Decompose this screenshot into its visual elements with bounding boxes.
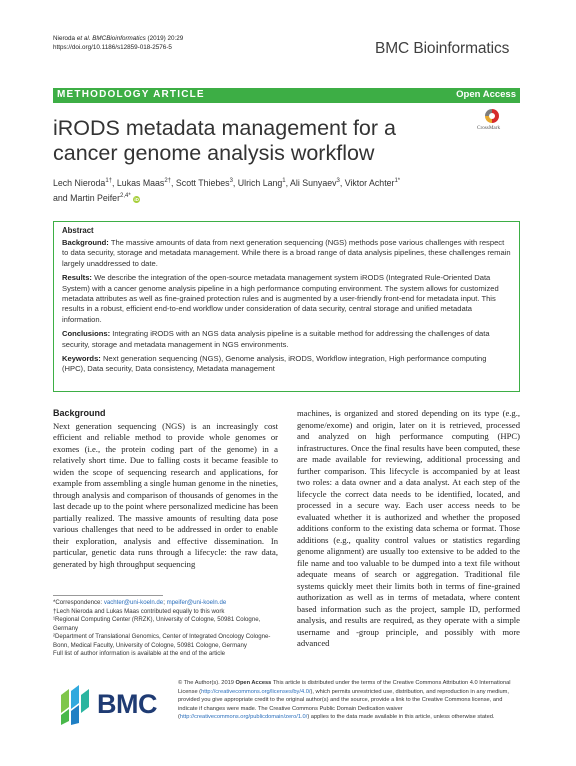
correspondence-line: *Correspondence: vachter@uni-koeln.de; mpeifer@uni-koeln.de [53, 599, 227, 606]
journal-brand: BMC Bioinformatics [375, 40, 510, 57]
affiliation-2: ²Department of Translational Genomics, Center of Integrated Oncology Cologne-Bonn, Medical Faculty, University of Cologne, 50981 Cologne, Germany [53, 633, 271, 649]
abstract-box [53, 221, 520, 392]
author-name[interactable]: Ulrich Lang [237, 177, 283, 188]
author-name[interactable]: Lech Nieroda [53, 177, 106, 188]
abstract-conclusions: Conclusions: Integrating iRODS with an NGS data analysis pipeline is a suitable method for addressing the challenges of data security, storage and metadata management in NGS environments. [62, 329, 490, 349]
body-paragraph: Next generation sequencing (NGS) is an increasingly cost efficient and reliable method to provide whole genomes or exomes (i.e., the protein coding part of the genome) in a relatively short time. Due to falling costs it became feasible to widen the scope of sequencing research and applications, for example from assembling a single human genome in the nineties, through analysis and comparison of thousands of genomes in the last decade up to the point where personalized medicine has been partially realized. The massive amounts of resulting data pose various challenges that need to be addressed in order to enable their exploration, analysis and effective dissemination. In particular, genetic data runs through a lifecycle: the raw data, generated by high throughput sequencing [53, 420, 278, 569]
crossmark-badge[interactable] [469, 109, 519, 135]
bmc-logo-text: BMC [97, 689, 157, 719]
author-name[interactable]: Scott Thiebes [175, 177, 230, 188]
author-name[interactable]: Ali Sunyaev [290, 177, 337, 188]
author-name[interactable]: Martin Peifer [70, 193, 121, 204]
section-heading-background: Background [53, 408, 106, 418]
citation-journal: et al. BMCBioinformatics [76, 35, 146, 42]
author-name[interactable]: Viktor Achter [344, 177, 395, 188]
article-type-banner [53, 88, 520, 103]
crossmark-label: CrossMark [477, 125, 501, 131]
citation-authors: Nieroda [53, 35, 77, 42]
body-paragraph: machines, is organized and stored depending on its type (e.g., genome/exome) and origin, later on it is retrieved, processed and analyzed on high performance computing (HPC) infrastructures. Once the final results have been computed, these are made available for reviewing, additional processing and further comparison. This lifecycle is accompanied by at least two roles: a data owner and a data analyst. At each step of the lifecycle the correct data needs to be identified, located, and processed in a secure way. Each user access needs to be evaluated whether it is authorized and whether the proposed additions conform to the existing data schema or format. Those additions (e.g., quality control values or statistics regarding genome alignment) are usually too extensive to be added to the file name and too valuable to be dumped into a text file without adequate means of search or aggregation. Traditional file systems quickly meet their limits both in terms of fine-grained authorization as well as in terms of metadata, where content based information such as the project, sample ID, performed analysis, and results are required, as they operate with a simple username and -group principle, and possibly with more advanced [297, 408, 520, 648]
author-info-note: Full list of author information is available at the end of the article [53, 650, 226, 657]
doi-link[interactable]: https://doi.org/10.1186/s12859-018-2576-5 [53, 44, 172, 51]
article-title: iRODS metadata management for a cancer genome analysis workflow [53, 116, 396, 165]
body-column-left [53, 408, 278, 570]
abstract-background: Background: The massive amounts of data from next generation sequencing (NGS) methods pose various challenges with respect to data security, storage and metadata management. While there is a broad range of data analysis pipelines, these challenges remain largely unaddressed to date. [62, 238, 511, 268]
article-type-label: METHODOLOGY ARTICLE [57, 89, 205, 100]
body-column-right [297, 408, 520, 650]
author-name[interactable]: Lukas Maas [116, 177, 165, 188]
orcid-icon[interactable]: iD [134, 196, 139, 202]
citation-block [53, 34, 183, 52]
abstract-keywords: Keywords: Next generation sequencing (NGS), Genome analysis, iRODS, Workflow integration, High performance computing (HPC), Data security, Data consistency, Metadata management [62, 354, 487, 374]
email-link[interactable]: mpeifer@uni-koeln.de [166, 599, 227, 606]
email-link[interactable]: vachter@uni-koeln.de [103, 599, 164, 606]
license-link[interactable]: http://creativecommons.org/licenses/by/4.0/ [201, 688, 311, 695]
license-statement: © The Author(s). 2019 Open Access This article is distributed under the terms of the Creative Commons Attribution 4.0 International License (http://creativecommons.org/licenses/by/4.0/), which permits unrestricted use, distribution, and reproduction in any medium, provided you give appropriate credit to the original author(s) and the source, provide a link to the Creative Commons license, and indicate if changes were made. The Creative Commons Public Domain Dedication waiver (http://creativecommons.org/publicdomain/zero/1.0/) applies to the data made available in this article, unless otherwise stated. [178, 680, 511, 721]
abstract-heading: Abstract [62, 226, 94, 235]
citation-year: (2019) 20:29 [145, 35, 184, 42]
footnotes [53, 599, 278, 659]
affiliation-1: ¹Regional Computing Center (RRZK), University of Cologne, 50981 Cologne, Germany [53, 616, 261, 632]
equal-contribution-note: †Lech Nieroda and Lukas Maas contributed equally to this work [53, 607, 225, 615]
authors-connector: and [53, 193, 68, 204]
bmc-logo [59, 685, 157, 725]
open-access-label: Open Access [456, 89, 516, 100]
bmc-logo-icon [59, 685, 95, 725]
public-domain-link[interactable]: http://creativecommons.org/publicdomain/zero/1.0/ [179, 714, 308, 721]
abstract-results: Results: We describe the integration of the open-source metadata management system iRODS (Integrated Rule-Oriented Data System) with a cancer genome analysis pipeline in a high performance computing environment. The system allows for customized metadata attributes as well as fine-grained protection rules and is augmented by a user-friendly front-end for metadata input. This results in a robust, efficient end-to-end workflow under consideration of data security, central storage and unified metadata information. [62, 273, 499, 324]
author-list: Lech Nieroda$^{1\dagger}$, Lukas Maas$^{2\dagger}$, Scott Thiebes$^3$, Ulrich Lang$^1$, Ali Sunyaev$^3$, Viktor Achter$^{1*}$ and Martin Peifer$^{2,4*}$ iD [53, 177, 401, 204]
footnote-divider [53, 595, 163, 596]
